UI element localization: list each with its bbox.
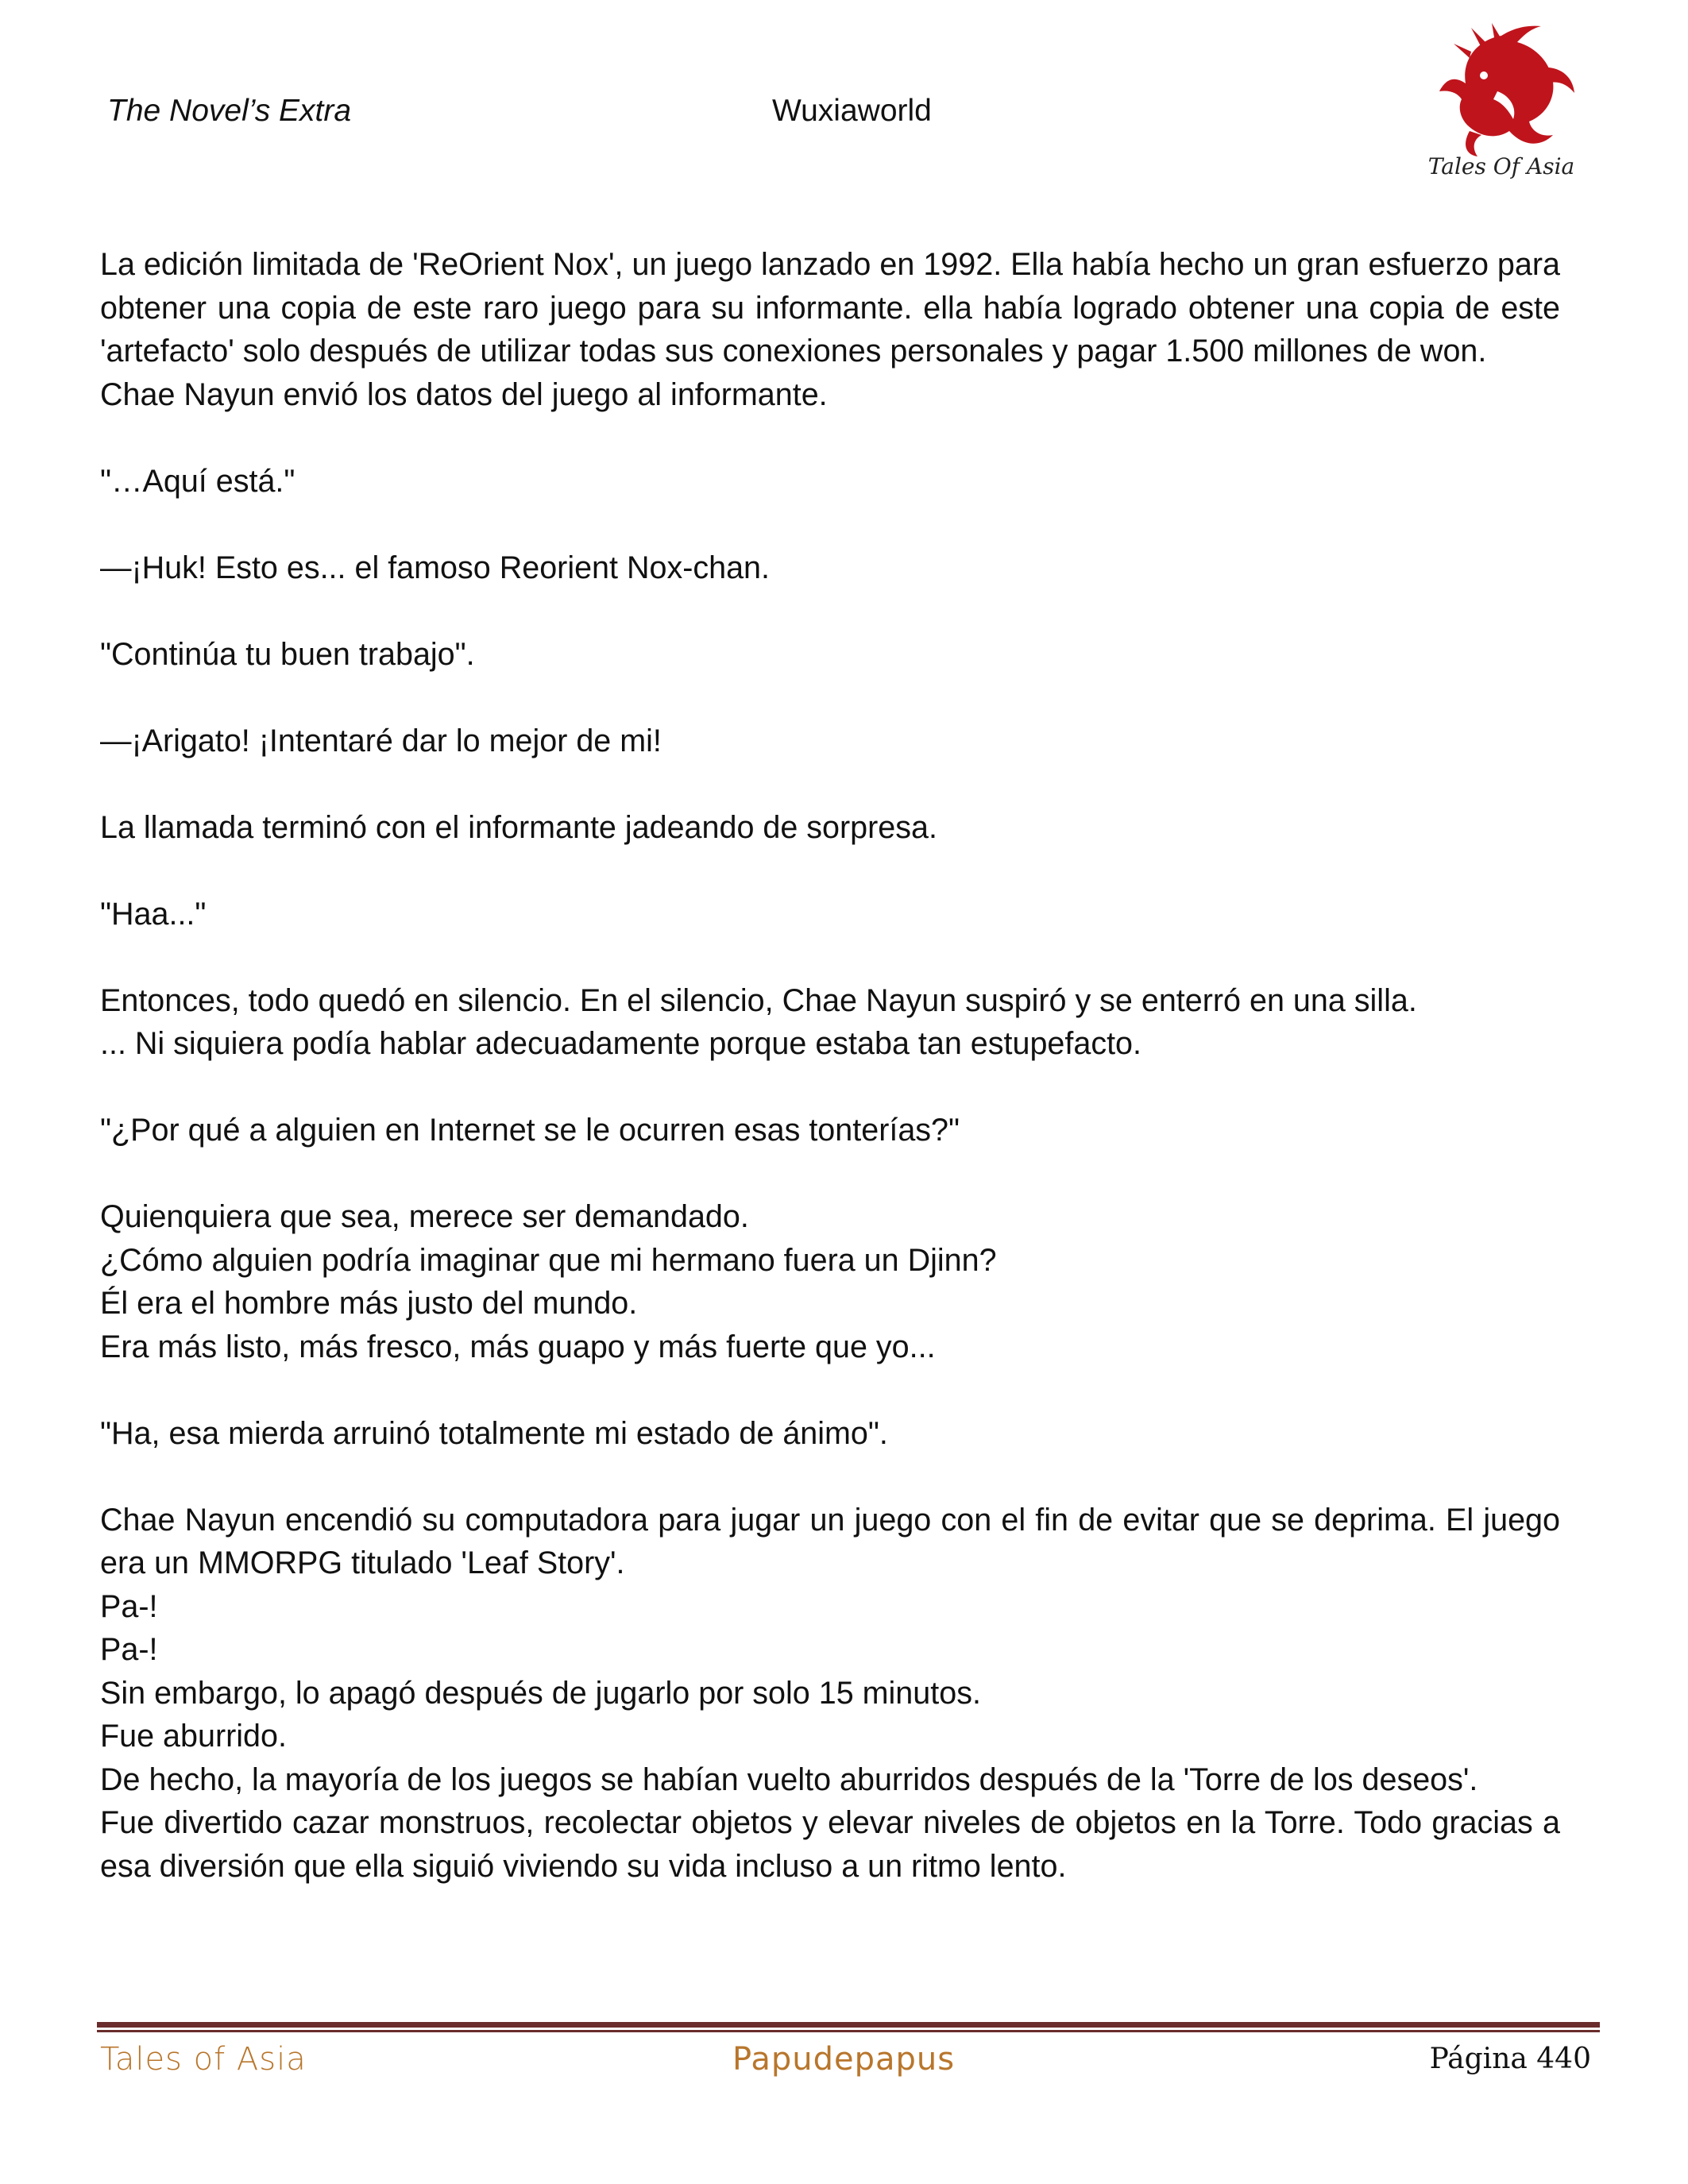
page-header bbox=[0, 0, 1688, 206]
paragraph: La edición limitada de 'ReOrient Nox', un juego lanzado en 1992. Ella había hecho un gran esfuerzo para obtener una copia de este raro juego para su informante. ella había logrado obtener una copia de este 'artefacto' solo después de utilizar todas sus conexiones personales y pagar 1.500 millones de won. bbox=[100, 247, 1560, 369]
paragraph: Él era el hombre más justo del mundo. bbox=[100, 1286, 638, 1321]
footer-site: Tales of Asia bbox=[100, 2041, 307, 2078]
paragraph: Fue aburrido. bbox=[100, 1719, 287, 1754]
paragraph: Pa-! bbox=[100, 1632, 158, 1667]
page-number: Página 440 bbox=[1429, 2043, 1591, 2075]
paragraph: Fue divertido cazar monstruos, recolectar objetos y elevar niveles de objetos en la Torre. Todo gracias a esa diversión que ella siguió viviendo su vida incluso a un ritmo lento. bbox=[100, 1805, 1560, 1884]
paragraph: De hecho, la mayoría de los juegos se habían vuelto aburridos después de la 'Torre de los deseos'. bbox=[100, 1761, 1478, 1797]
chapter-body bbox=[100, 243, 1560, 1888]
paragraph: Quienquiera que sea, merece ser demandado. bbox=[100, 1199, 749, 1234]
paragraph: Pa-! bbox=[100, 1588, 158, 1624]
paragraph: —¡Huk! Esto es... el famoso Reorient Nox-chan. bbox=[100, 550, 771, 585]
paragraph: Sin embargo, lo apagó después de jugarlo por solo 15 minutos. bbox=[100, 1675, 981, 1711]
paragraph: La llamada terminó con el informante jadeando de sorpresa. bbox=[100, 809, 937, 845]
paragraph: "Continúa tu buen trabajo". bbox=[100, 636, 475, 672]
footer-translator: Papudepapus bbox=[732, 2041, 956, 2078]
paragraph: —¡Arigato! ¡Intentaré dar lo mejor de mi! bbox=[100, 723, 662, 758]
tales-of-asia-logo bbox=[1422, 20, 1581, 191]
paragraph: Entonces, todo quedó en silencio. En el silencio, Chae Nayun suspiró y se enterró en una silla. bbox=[100, 982, 1417, 1018]
paragraph: Era más listo, más fresco, más guapo y más fuerte que yo... bbox=[100, 1329, 936, 1364]
paragraph: "¿Por qué a alguien en Internet se le ocurren esas tonterías?" bbox=[100, 1113, 960, 1148]
paragraph: ¿Cómo alguien podría imaginar que mi hermano fuera un Djinn? bbox=[100, 1242, 997, 1278]
paragraph: "…Aquí está." bbox=[100, 463, 295, 499]
logo-text: Tales Of Asia bbox=[1427, 153, 1575, 179]
site-name: Wuxiaworld bbox=[772, 94, 932, 128]
paragraph: ... Ni siquiera podía hablar adecuadamente porque estaba tan estupefacto. bbox=[100, 1026, 1141, 1061]
footer-divider bbox=[97, 2022, 1600, 2033]
paragraph: "Haa..." bbox=[100, 896, 207, 932]
novel-title: The Novel’s Extra bbox=[107, 94, 352, 128]
paragraph: Chae Nayun envió los datos del juego al informante. bbox=[100, 376, 828, 412]
paragraph: "Ha, esa mierda arruinó totalmente mi estado de ánimo". bbox=[100, 1415, 888, 1451]
paragraph: Chae Nayun encendió su computadora para jugar un juego con el fin de evitar que se deprima. El juego era un MMORPG titulado 'Leaf Story'. bbox=[100, 1502, 1560, 1580]
